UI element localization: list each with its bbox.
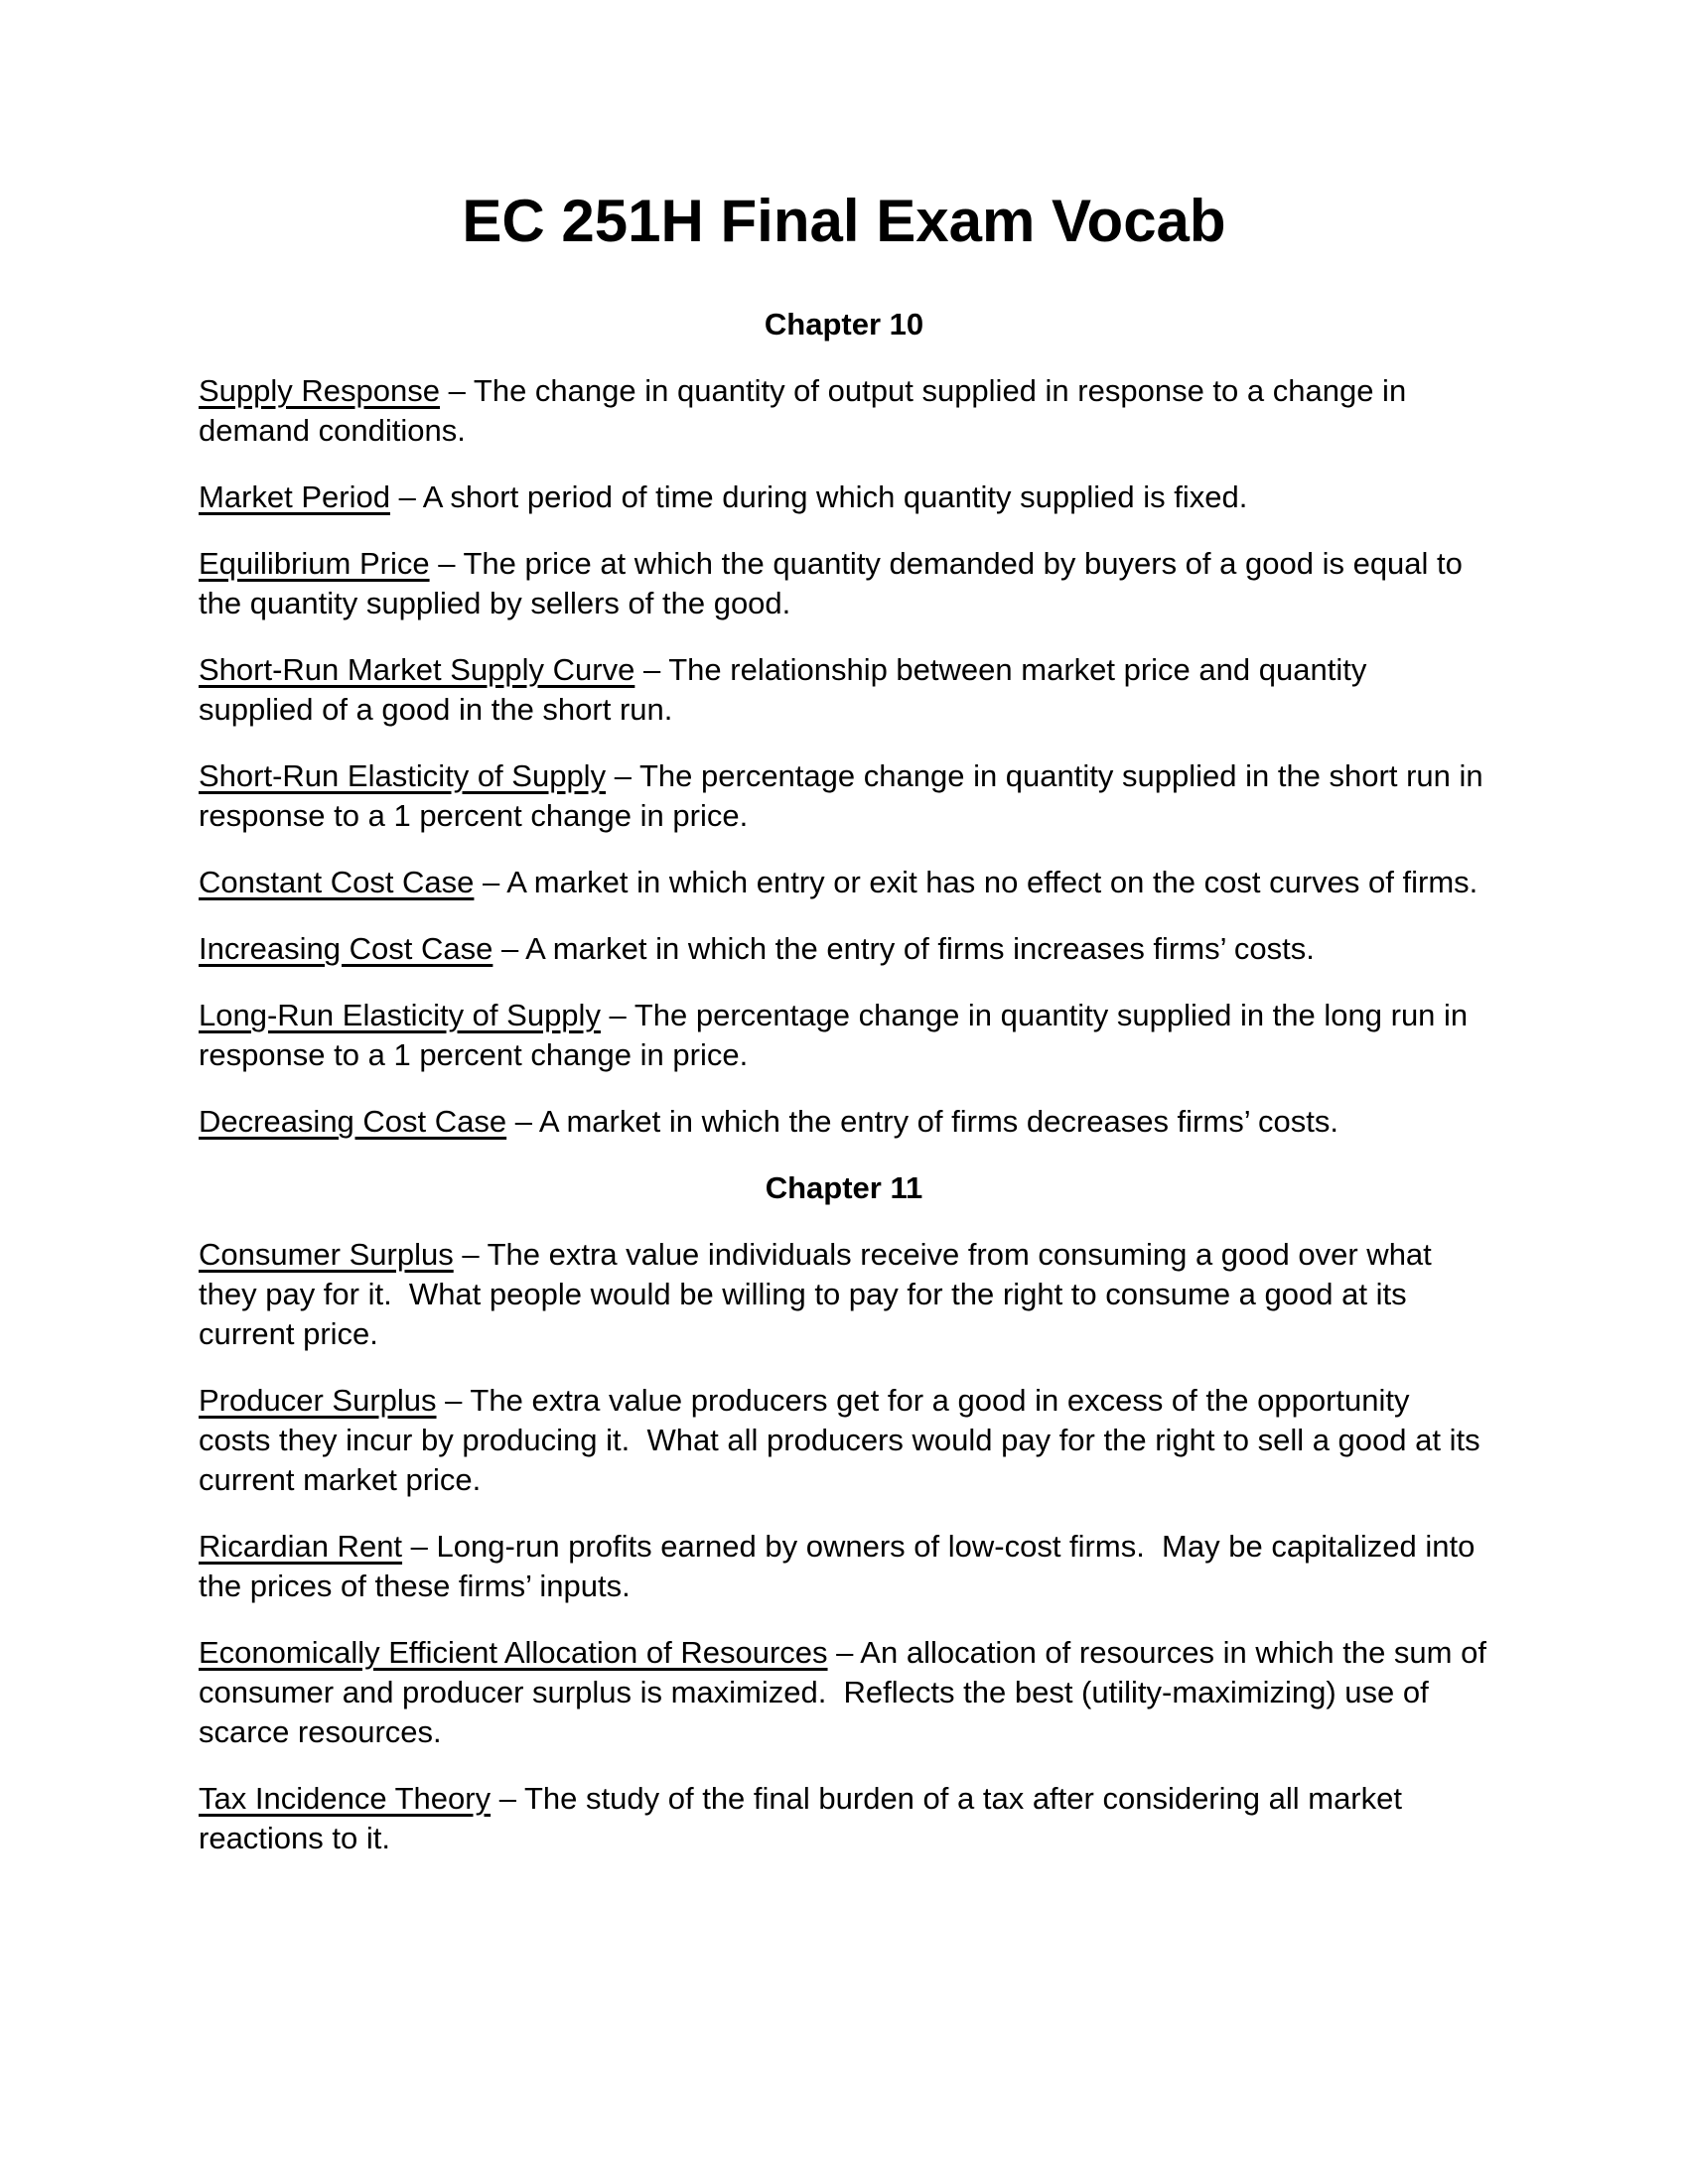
- term-text: Constant Cost Case: [199, 865, 475, 899]
- vocab-entry: [199, 650, 1489, 730]
- vocab-entry: [199, 996, 1489, 1075]
- term-text: Short-Run Market Supply Curve: [199, 652, 635, 687]
- vocab-entry: [199, 863, 1489, 902]
- term-separator: –: [491, 1781, 524, 1816]
- definition-text: A market in which the entry of firms increases firms’ costs.: [525, 931, 1315, 966]
- term-separator: –: [429, 546, 464, 581]
- term-separator: –: [389, 479, 423, 514]
- definition-text: The extra value producers get for a good in excess of the opportunity costs they incur by producing it. What all producers would pay for the right to sell a good at its current market price.: [199, 1383, 1489, 1497]
- term-text: Decreasing Cost Case: [199, 1104, 507, 1139]
- term-text: Market Period: [199, 479, 390, 514]
- term-separator: –: [606, 758, 639, 793]
- page-title: EC 251H Final Exam Vocab: [462, 188, 1226, 254]
- vocab-entry: [199, 1633, 1495, 1752]
- definition-text: Long-run profits earned by owners of low-cost firms. May be capitalized into the prices of these firms’ inputs.: [199, 1529, 1484, 1603]
- term-separator: –: [440, 373, 474, 408]
- term-separator: –: [506, 1104, 539, 1139]
- vocab-entry: [199, 478, 1489, 517]
- definition-text: The extra value individuals receive from consuming a good over what they pay for it. What people would be willing to pay for the right to consume a good at its current price.: [199, 1237, 1441, 1351]
- definition-text: A market in which entry or exit has no effect on the cost curves of firms.: [506, 865, 1478, 899]
- vocab-entry: [199, 544, 1489, 623]
- term-text: Short-Run Elasticity of Supply: [199, 758, 607, 793]
- term-separator: –: [827, 1635, 861, 1670]
- term-separator: –: [492, 931, 526, 966]
- definition-text: The price at which the quantity demanded by buyers of a good is equal to the quantity supplied by sellers of the good.: [199, 546, 1472, 620]
- term-text: Economically Efficient Allocation of Resources: [199, 1635, 828, 1670]
- definition-text: A market in which the entry of firms decreases firms’ costs.: [538, 1104, 1339, 1139]
- term-text: Tax Incidence Theory: [199, 1781, 492, 1816]
- vocab-entry: [199, 1527, 1489, 1606]
- definition-text: The percentage change in quantity supplied in the long run in response to a 1 percent change in price.: [199, 998, 1477, 1072]
- term-text: Long-Run Elasticity of Supply: [199, 998, 601, 1032]
- term-separator: –: [453, 1237, 488, 1272]
- chapter-heading-11: Chapter 11: [765, 1170, 923, 1205]
- term-text: Equilibrium Price: [199, 546, 430, 581]
- term-separator: –: [634, 652, 669, 687]
- term-text: Producer Surplus: [199, 1383, 437, 1418]
- vocab-entry: [199, 1102, 1489, 1142]
- definition-text: The study of the final burden of a tax after considering all market reactions to it.: [199, 1781, 1411, 1855]
- term-separator: –: [402, 1529, 437, 1564]
- definition-text: An allocation of resources in which the sum of consumer and producer surplus is maximized. Reflects the best (utility-maximizing) use of scarce resources.: [199, 1635, 1495, 1749]
- vocab-entry: [199, 1381, 1489, 1500]
- vocab-entry: [199, 756, 1492, 836]
- term-text: Increasing Cost Case: [199, 931, 493, 966]
- definition-text: A short period of time during which quantity supplied is fixed.: [422, 479, 1248, 514]
- term-text: Supply Response: [199, 373, 440, 408]
- term-text: Consumer Surplus: [199, 1237, 454, 1272]
- term-separator: –: [600, 998, 634, 1032]
- definition-text: The percentage change in quantity supplied in the short run in response to a 1 percent change in price.: [199, 758, 1492, 833]
- vocab-entry: [199, 1235, 1489, 1354]
- vocab-entry: [199, 929, 1489, 969]
- definition-text: The relationship between market price and quantity supplied of a good in the short run.: [199, 652, 1375, 727]
- vocab-entry: [199, 371, 1489, 451]
- term-separator: –: [474, 865, 507, 899]
- term-separator: –: [436, 1383, 471, 1418]
- definition-text: The change in quantity of output supplied in response to a change in demand conditions.: [199, 373, 1415, 448]
- term-text: Ricardian Rent: [199, 1529, 403, 1564]
- vocab-entry: [199, 1779, 1489, 1858]
- chapter-heading-10: Chapter 10: [764, 307, 924, 341]
